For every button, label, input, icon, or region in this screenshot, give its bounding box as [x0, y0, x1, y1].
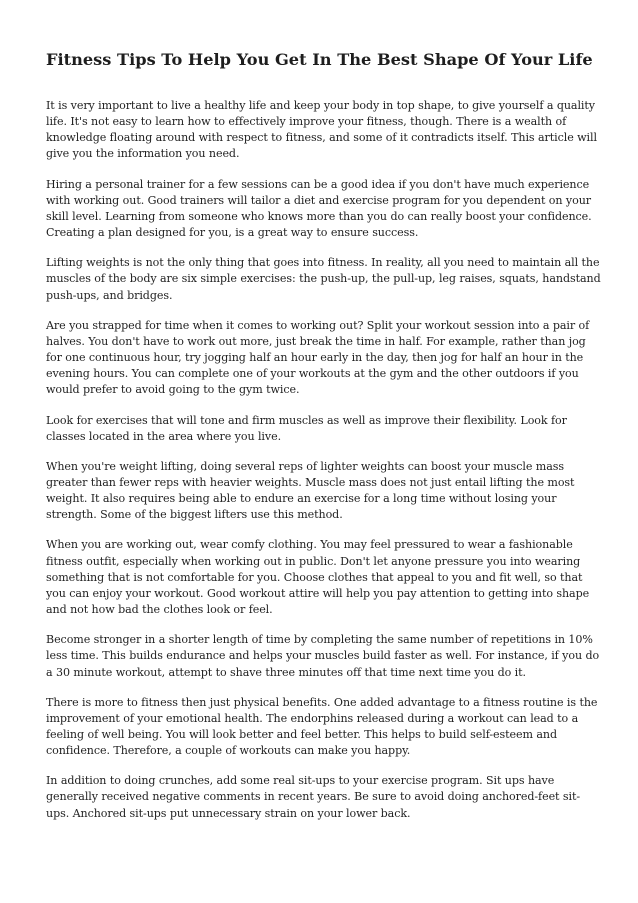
paragraph-sit-ups: In addition to doing crunches, add some real sit-ups to your exercise program. Sit ups have generally received negative comments in recent years. Be sure to avoid doing anchored-feet sit-ups. Anchored sit-ups put unnecessary strain on your lower back. — [46, 774, 581, 820]
paragraph-lighter-weights: When you're weight lifting, doing several reps of lighter weights can boost your muscle mass greater than fewer reps with heavier weights. Muscle mass does not just entail lifting the most weight. It also requires being able to endure an exercise for a long time without losing your strength. Some of the biggest lifters use this method. — [46, 459, 575, 522]
document-title: Fitness Tips To Help You Get In The Best Shape Of Your Life — [46, 50, 593, 69]
paragraph-lifting-weights: Lifting weights is not the only thing that goes into fitness. In reality, all you need to maintain all the muscles of the body are six simple exercises: the push-up, the pull-up, leg raises, squats, handstand push-ups, and bridges. — [46, 256, 601, 302]
paragraph-repetitions-time: Become stronger in a shorter length of time by completing the same number of repetitions in 10% less time. This builds endurance and helps your muscles build faster as well. For instance, if you do a 30 minute workout, attempt to shave three minutes off that time next time you do it. — [46, 633, 600, 679]
paragraph-split-workout: Are you strapped for time when it comes to working out? Split your workout session into a pair of halves. You don't have to work out more, just break the time in half. For example, rather than jog for one continuous hour, try jogging half an hour early in the day, then jog for half an hour in the evening hours. You can complete one of your workouts at the gym and the other outdoors if you would prefer to avoid going to the gym twice. — [46, 318, 590, 397]
paragraph-comfy-clothing: When you are working out, wear comfy clothing. You may feel pressured to wear a fashionable fitness outfit, especially when working out in public. Don't let anyone pressure you into wearing something that is not comfortable for you. Choose clothes that appeal to you and fit well, so that you can enjoy your workout. Good workout attire will help you pay attention to getting into shape and not how bad the clothes look or feel. — [46, 538, 590, 617]
article-body — [46, 98, 602, 836]
paragraph-emotional-health: There is more to fitness then just physical benefits. One added advantage to a fitness routine is the improvement of your emotional health. The endorphins released during a workout can lead to a feeling of well being. You will look better and feel better. This helps to build self-esteem and confidence. Therefore, a couple of workouts can make you happy. — [46, 695, 598, 758]
paragraph-personal-trainer: Hiring a personal trainer for a few sessions can be a good idea if you don't have much experience with working out. Good trainers will tailor a diet and exercise program for you dependent on your skill level. Learning from someone who knows more than you do can really boost your confidence. Creating a plan designed for you, is a great way to ensure success. — [46, 177, 592, 240]
paragraph-intro: It is very important to live a healthy life and keep your body in top shape, to give yourself a quality life. It's not easy to learn how to effectively improve your fitness, though. There is a wealth of knowledge floating around with respect to fitness, and some of it contradicts itself. This article will give you the information you need. — [46, 99, 597, 161]
paragraph-tone-flexibility: Look for exercises that will tone and firm muscles as well as improve their flexibility. Look for classes located in the area where you live. — [46, 413, 567, 443]
